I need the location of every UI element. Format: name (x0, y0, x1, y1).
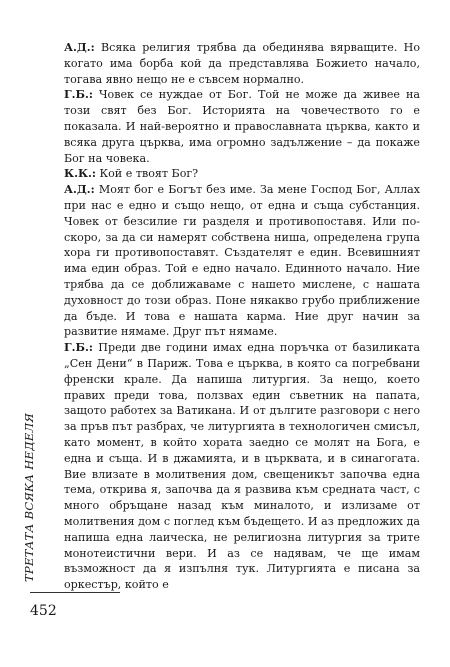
paragraph (64, 182, 420, 340)
paragraph-text: Всяка религия трябва да обединява вярващите. Но когато има борба кой да представлява Божието начало, тогава явно нещо не е съвсем нормално. (64, 41, 420, 86)
paragraph (64, 87, 420, 166)
speaker-label: А.Д.: (64, 41, 95, 54)
speaker-label: Г.Б.: (64, 341, 93, 355)
body-text (64, 40, 420, 593)
speaker-label: Г.Б.: (64, 88, 93, 102)
paragraph (64, 40, 420, 87)
page-number: 452 (30, 603, 57, 619)
speaker-label: А.Д.: (64, 183, 95, 197)
paragraph (64, 166, 420, 182)
running-title: ТРЕТАТА ВСЯКА НЕДЕЛЯ (22, 412, 36, 582)
paragraph-text: Преди две години имах една поръчка от базиликата „Сен Дени“ в Париж. Това е църква, в която са погребвани френски крале. Да напиша литургия. За нещо, което правих преди това, ползвах един съветник на папата, защото работех за Ватикана. И от дългите разговори с него за пръв път разбрах, че литургията в технологичен смисъл, като момент, в който хората заедно се молят на Бога, е една и съща. И в джамията, и в църквата, и в синагогата. Вие влизате в молитвения дом, свещеникът започва една тема, открива я, започва да я развива към средната част, с много обръщане назад към миналото, и излизаме от молитвения дом с поглед към бъдещето. И аз предложих да напиша една лаическа, не религиозна литургия за трите монотеистични вери. И аз се надявам, че ще имам възможност да я изпълня тук. Литургията е писана за оркестър, който е (64, 341, 420, 592)
paragraph-text: Човек се нуждае от Бог. Той не може да живее на този свят без Бог. Историята на човечеството го е показала. И най-вероятно и православната църква, както и всяка друга църква, има огромно задължение – да покаже Бог на човека. (64, 88, 420, 165)
speaker-label: К.К.: (64, 167, 97, 181)
paragraph-text: Кой е твоят Бог? (96, 167, 199, 181)
footer-divider (30, 592, 120, 593)
paragraph-text: Моят бог е Богът без име. За мене Господ Бог, Аллах при нас е едно и също нещо, от една и съща субстанция. Човек от безсилие ги разделя и противопоставя. Или по-скоро, за да си намерят собствена ниша, определена група хора ги противопоставят. Създателят е един. Всевишният има един образ. Той е едно начало. Единното начало. Ние трябва да се доближаваме с нашето мислене, с нашата духовност до този образ. Поне някакво грубо приближение да бъде. И това е нашата карма. Ние друг начин за развитие нямаме. Друг път нямаме. (64, 183, 420, 339)
paragraph (64, 340, 420, 593)
